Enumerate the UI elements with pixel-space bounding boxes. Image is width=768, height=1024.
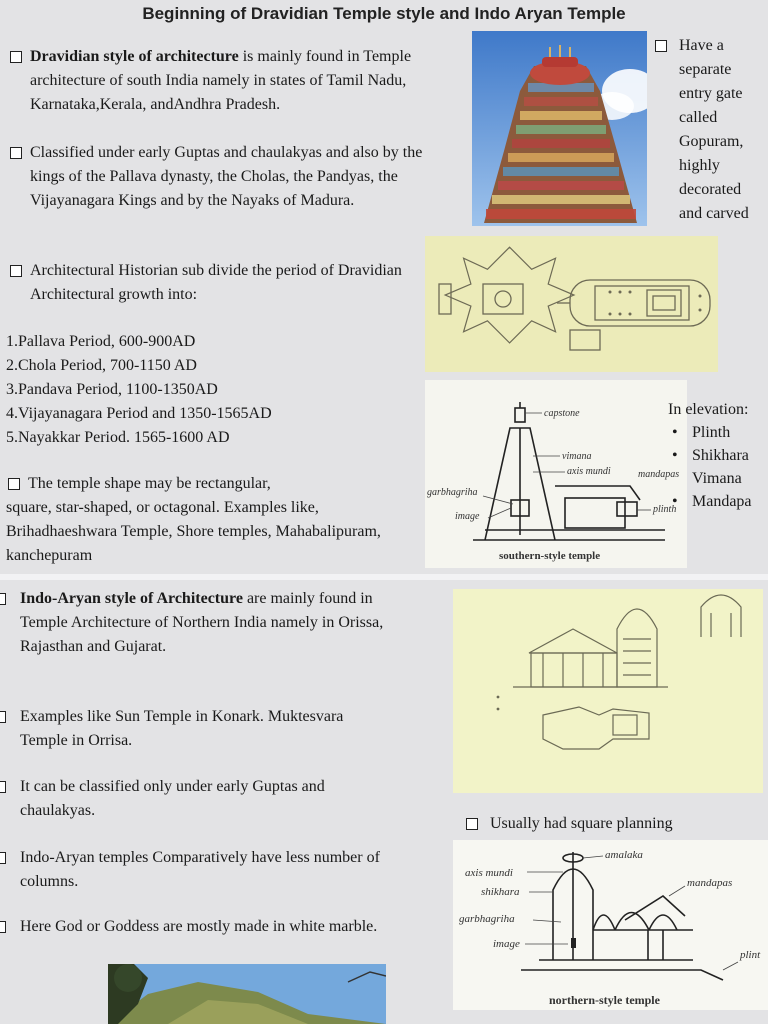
checkbox-bullet-icon [0, 921, 6, 933]
dravidian-plan-drawings [425, 236, 718, 372]
dravidian-b4-first: The temple shape may be rectangular, [28, 475, 271, 492]
gopuram-note-text: Have a separate entry gate called Gopuram, highly decorated and carved [679, 37, 749, 222]
indo-aryan-bullet-1 [0, 587, 390, 659]
period-list [6, 330, 426, 450]
dravidian-b3-text: Architectural Historian sub divide the period of Dravidian Architectural growth into: [30, 262, 402, 303]
checkbox-bullet-icon [0, 711, 6, 723]
indo-aryan-b1-text: are mainly found in Temple Architecture of Northern India namely in Orissa, Rajasthan and Gujarat. [20, 590, 384, 655]
dravidian-bullet-1 [8, 45, 463, 117]
checkbox-bullet-icon [0, 593, 6, 605]
period-item: 2.Chola Period, 700-1150 AD [6, 357, 197, 374]
period-item: 3.Pandava Period, 1100-1350AD [6, 381, 218, 398]
northern-plan-drawings [453, 589, 763, 793]
checkbox-bullet-icon [466, 818, 478, 830]
dravidian-b4-rest: square, star-shaped, or octagonal. Examples like, Brihadhaeshwara Temple, Shore temples, Mahabalipuram, kanchepuram [6, 499, 381, 564]
indo-aryan-b5-text: Here God or Goddess are mostly made in white marble. [20, 918, 378, 935]
period-item: 1.Pallava Period, 600-900AD [6, 333, 196, 350]
label-image: image [493, 938, 520, 950]
gopuram-photo [472, 31, 647, 226]
dravidian-bullet-2 [8, 141, 458, 213]
page-title: Beginning of Dravidian Temple style and Indo Aryan Temple [142, 4, 626, 23]
indo-aryan-bullet-3 [0, 775, 378, 823]
elevation-item: Shikhara [692, 447, 749, 464]
label-plinth: plinth [653, 504, 677, 515]
label-plinth: plint [740, 949, 761, 961]
label-mandapas: mandapas [638, 469, 680, 480]
indo-aryan-bullet-2 [0, 705, 358, 753]
elevation-item: Plinth [692, 424, 731, 441]
gopuram-note [655, 34, 767, 226]
bullet-dot-icon: • [672, 493, 678, 510]
label-vimana: vimana [562, 451, 592, 462]
dravidian-bold-term: Dravidian style of architecture [30, 48, 239, 65]
indo-aryan-bullet-4 [0, 846, 398, 894]
southern-temple-diagram [425, 380, 687, 568]
checkbox-bullet-icon [655, 40, 667, 52]
dravidian-b2-text: Classified under early Guptas and chaulakyas and also by the kings of the Pallava dynasty, the Cholas, the Pandyas, the Vijayanagara Kings and by the Nayaks of Madura. [30, 144, 423, 209]
square-planning-text: Usually had square planning [490, 815, 673, 832]
label-axis-mundi: axis mundi [465, 867, 513, 879]
checkbox-bullet-icon [0, 852, 6, 864]
bullet-dot-icon: • [672, 447, 678, 464]
checkbox-bullet-icon [10, 51, 22, 63]
checkbox-bullet-icon [10, 147, 22, 159]
checkbox-bullet-icon [8, 478, 20, 490]
label-image: image [455, 511, 480, 522]
dravidian-bullet-4 [6, 472, 421, 568]
southern-diagram-caption: southern-style temple [499, 550, 601, 562]
elevation-title: In elevation: [668, 401, 749, 418]
label-amalaka: amalaka [605, 849, 643, 861]
indo-aryan-b3-text: It can be classified only under early Guptas and chaulakyas. [20, 778, 325, 819]
dravidian-bullet-3 [8, 259, 420, 307]
label-mandapas: mandapas [687, 877, 733, 889]
elevation-list [668, 398, 768, 513]
indo-aryan-b2-text: Examples like Sun Temple in Konark. Muktesvara Temple in Orrisa. [20, 708, 344, 749]
elevation-item: Vimana [692, 470, 742, 487]
indo-aryan-bullet-5 [0, 915, 378, 939]
temple-landscape-photo [108, 964, 386, 1024]
label-garbhagriha: garbhagriha [459, 913, 515, 925]
square-planning-note [466, 812, 766, 836]
northern-temple-diagram [453, 840, 768, 1010]
label-capstone: capstone [544, 408, 580, 419]
label-garbhagriha: garbhagriha [427, 487, 478, 498]
checkbox-bullet-icon [10, 265, 22, 277]
bullet-dot-icon: • [672, 424, 678, 441]
label-shikhara: shikhara [481, 886, 520, 898]
label-axis-mundi: axis mundi [567, 466, 611, 477]
checkbox-bullet-icon [0, 781, 6, 793]
elevation-item: Mandapa [692, 493, 752, 510]
period-item: 4.Vijayanagara Period and 1350-1565AD [6, 405, 272, 422]
indo-aryan-b4-text: Indo-Aryan temples Comparatively have less number of columns. [20, 849, 380, 890]
dravidian-b1-text: is mainly found in Temple architecture of south India namely in states of Tamil Nadu, Karnataka,Kerala, andAndhra Pradesh. [30, 48, 412, 113]
indo-aryan-bold-term: Indo-Aryan style of Architecture [20, 590, 243, 607]
section-divider [0, 574, 768, 580]
northern-diagram-caption: northern-style temple [549, 993, 660, 1007]
period-item: 5.Nayakkar Period. 1565-1600 AD [6, 429, 230, 446]
